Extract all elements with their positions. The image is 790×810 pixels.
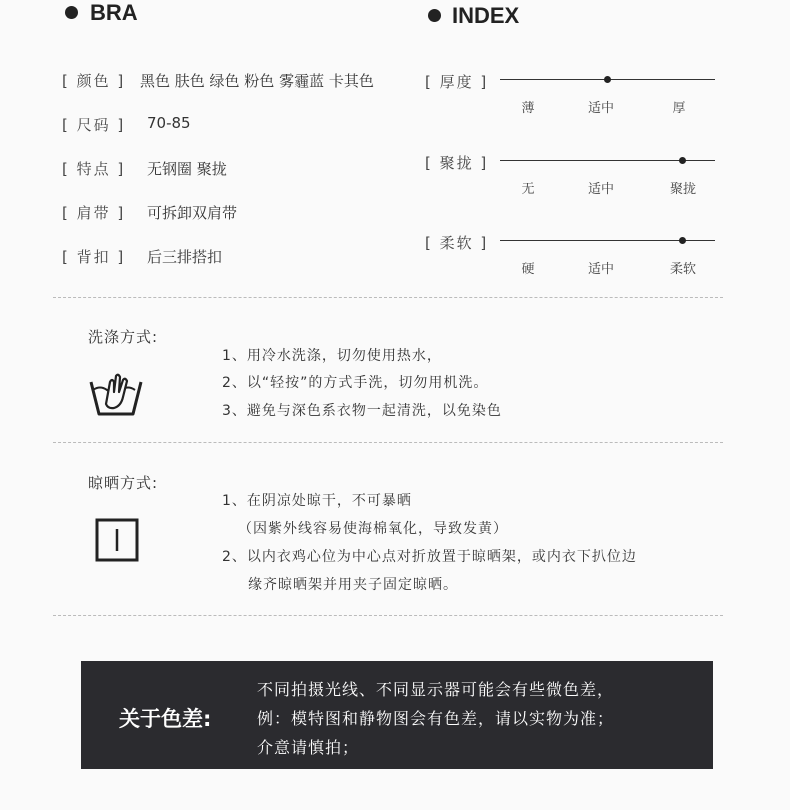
index-tick-pushup: 聚拢 (669, 182, 696, 197)
drying-line: （因紫外线容易使海棉氧化，导致发黄） (238, 521, 508, 537)
spec-value-size: 70-85 (147, 114, 191, 132)
index-tick-thick: 厚 (672, 101, 686, 116)
notice-line: 例：模特图和静物图会有色差，请以实物为准； (257, 709, 615, 728)
line-dry-icon (95, 518, 139, 562)
notice-line: 介意请慎拍； (257, 738, 360, 757)
index-tick-thin: 薄 (521, 101, 535, 116)
drying-line: 缘齐晾晒架并用夹子固定晾晒。 (248, 577, 458, 593)
spec-label-feature: [ 特点 ] (62, 160, 126, 178)
washing-line: 2、以“轻按”的方式手洗，切勿用机洗。 (222, 375, 489, 391)
index-heading: INDEX (452, 3, 520, 28)
spec-value-strap: 可拆卸双肩带 (147, 204, 238, 222)
spec-label-color: [ 颜色 ] (62, 72, 126, 90)
index-tick-medium: 适中 (587, 101, 614, 116)
section-divider (53, 297, 723, 298)
spec-label-size: [ 尺码 ] (62, 116, 126, 134)
spec-value-color: 黑色 肤色 绿色 粉色 雾霾蓝 卡其色 (140, 72, 374, 90)
index-marker-softness (679, 237, 686, 244)
spec-label-clasp: [ 背扣 ] (62, 248, 126, 266)
drying-line: 1、在阴凉处晾干，不可暴晒 (222, 493, 412, 509)
index-tick-medium: 适中 (587, 262, 614, 277)
washing-line: 3、避免与深色系衣物一起清洗，以免染色 (222, 403, 502, 419)
index-label-softness: [ 柔软 ] (425, 234, 489, 252)
spec-value-feature: 无钢圈 聚拢 (147, 160, 227, 178)
bra-bullet-icon (65, 6, 78, 19)
washing-title: 洗涤方式: (88, 328, 159, 346)
index-marker-pushup (679, 157, 686, 164)
color-difference-notice (81, 661, 713, 769)
spec-label-strap: [ 肩带 ] (62, 204, 126, 222)
index-label-pushup: [ 聚拢 ] (425, 154, 489, 172)
index-bullet-icon (428, 9, 441, 22)
index-tick-none: 无 (521, 182, 535, 197)
index-marker-thickness (604, 76, 611, 83)
notice-line: 不同拍摄光线、不同显示器可能会有些微色差， (257, 680, 615, 699)
hand-wash-icon (88, 370, 144, 420)
bra-heading: BRA (90, 0, 138, 25)
section-divider (53, 615, 723, 616)
spec-value-clasp: 后三排搭扣 (147, 248, 223, 266)
index-tick-medium: 适中 (587, 182, 614, 197)
section-divider (53, 442, 723, 443)
notice-title: 关于色差: (119, 707, 212, 731)
index-tick-soft: 柔软 (669, 262, 696, 277)
washing-line: 1、用冷水洗涤，切勿使用热水， (222, 348, 442, 364)
drying-line: 2、以内衣鸡心位为中心点对折放置于晾晒架，或内衣下扒位边 (222, 549, 637, 565)
index-tick-hard: 硬 (521, 262, 535, 277)
index-label-thickness: [ 厚度 ] (425, 73, 489, 91)
drying-title: 晾晒方式: (88, 474, 159, 492)
